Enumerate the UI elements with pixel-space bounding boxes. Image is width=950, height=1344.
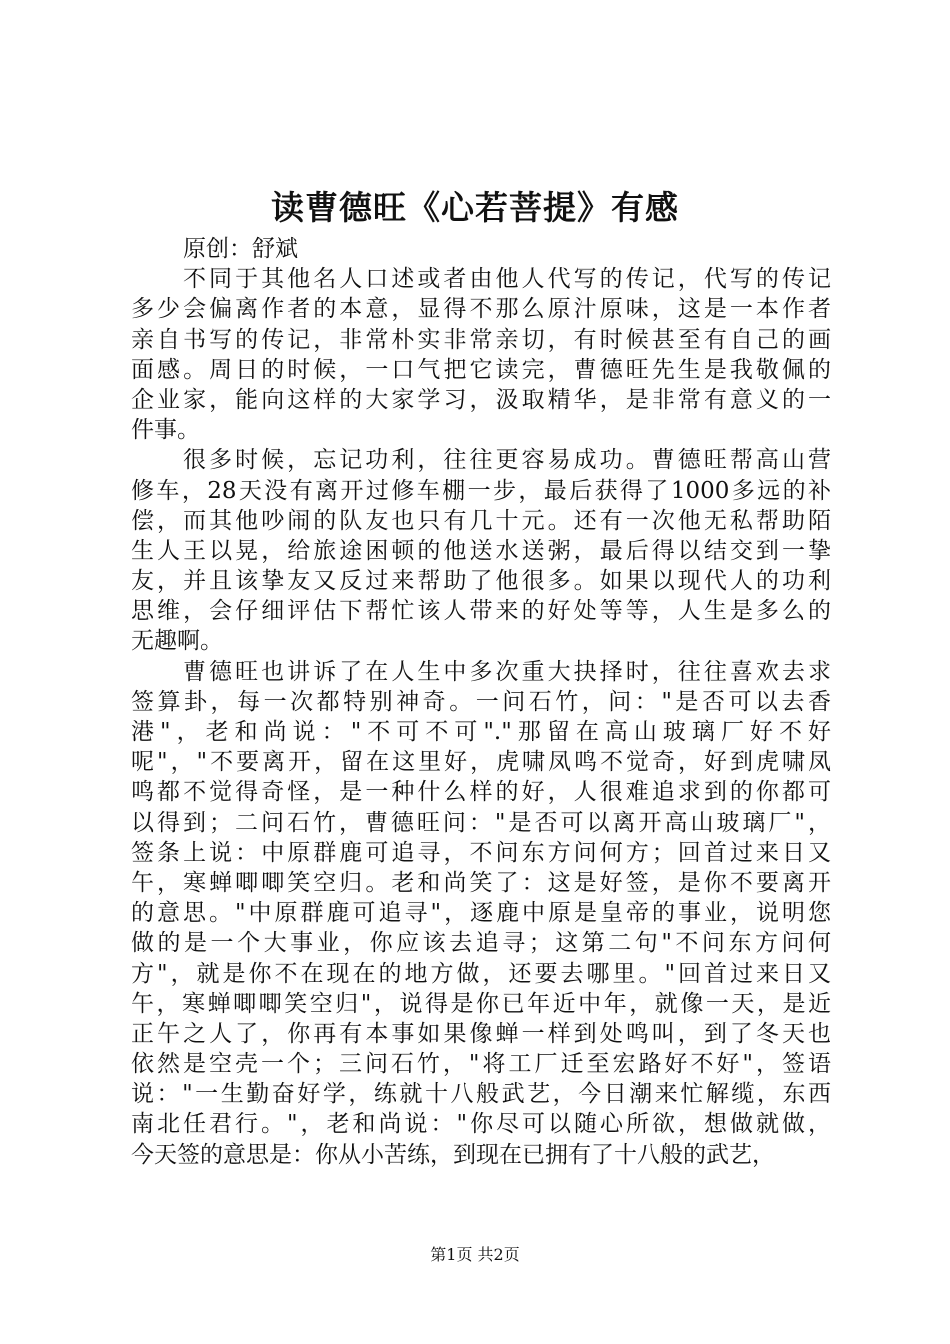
text-line: 说："一生勤奋好学，练就十八般武艺，今日潮来忙解缆，东西 xyxy=(131,1081,831,1108)
text-line: 签算卦，每一次都特别神奇。一问石竹，问："是否可以去香 xyxy=(131,688,831,715)
author-line: 原创：舒斌 xyxy=(183,236,298,262)
text-line: 无趣啊。 xyxy=(131,628,223,655)
text-line: 不同于其他名人口述或者由他人代写的传记，代写的传记 xyxy=(183,266,831,293)
text-line: 生人王以晃，给旅途困顿的他送水送粥，最后得以结交到一挚 xyxy=(131,537,831,564)
text-line: 今天签的意思是：你从小苦练，到现在已拥有了十八般的武艺， xyxy=(131,1141,775,1168)
text-line: 的意思。"中原群鹿可追寻"，逐鹿中原是皇帝的事业，说明您 xyxy=(131,900,831,927)
text-line: 面感。周日的时候，一口气把它读完，曹德旺先生是我敬佩的 xyxy=(131,356,831,383)
text-line: 方"，就是你不在现在的地方做，还要去哪里。"回首过来日又 xyxy=(131,960,831,987)
text-line: 鸣都不觉得奇怪，是一种什么样的好，人很难追求到的你都可 xyxy=(131,779,831,806)
text-line: 做的是一个大事业，你应该去追寻；这第二句"不问东方问何 xyxy=(131,930,831,957)
text-line: 思维，会仔细评估下帮忙该人带来的好处等等，人生是多么的 xyxy=(131,598,831,625)
text-line: 亲自书写的传记，非常朴实非常亲切，有时候甚至有自己的画 xyxy=(131,326,831,353)
document-title: 读曹德旺《心若菩提》有感 xyxy=(271,188,679,227)
text-line: 午，寒蝉唧唧笑空归。老和尚笑了：这是好签，是你不要离开 xyxy=(131,869,831,896)
text-line: 以得到；二问石竹，曹德旺问："是否可以离开高山玻璃厂"， xyxy=(131,809,831,836)
text-line: 南北任君行。"，老和尚说："你尽可以随心所欲，想做就做， xyxy=(131,1111,831,1138)
text-line: 偿，而其他吵闹的队友也只有几十元。还有一次他无私帮助陌 xyxy=(131,507,831,534)
text-line: 依然是空壳一个；三问石竹，"将工厂迁至宏路好不好"，签语 xyxy=(131,1051,831,1078)
text-line: 多少会偏离作者的本意，显得不那么原汁原味，这是一本作者 xyxy=(131,296,831,323)
page-number-footer: 第1页 共2页 xyxy=(430,1245,520,1264)
text-line: 很多时候，忘记功利，往往更容易成功。曹德旺帮高山营 xyxy=(183,447,831,474)
text-line: 修车，28天没有离开过修车棚一步，最后获得了1000多远的补 xyxy=(131,477,831,504)
text-line: 企业家，能向这样的大家学习，汲取精华，是非常有意义的一 xyxy=(131,386,831,413)
document-body xyxy=(131,234,831,1170)
text-line: 港"，老和尚说："不可不可"."那留在高山玻璃厂好不好 xyxy=(131,719,831,745)
text-line: 呢"，"不要离开，留在这里好，虎啸凤鸣不觉奇，好到虎啸凤 xyxy=(131,749,831,776)
text-line: 曹德旺也讲诉了在人生中多次重大抉择时，往往喜欢去求 xyxy=(183,658,831,685)
text-line: 件事。 xyxy=(131,417,200,444)
text-line: 友，并且该挚友又反过来帮助了他很多。如果以现代人的功利 xyxy=(131,568,831,595)
text-line: 签条上说：中原群鹿可追寻，不问东方问何方；回首过来日又 xyxy=(131,839,831,866)
text-line: 午，寒蝉唧唧笑空归"，说得是你已年近中年，就像一天，是近 xyxy=(131,990,831,1017)
text-line: 正午之人了，你再有本事如果像蝉一样到处鸣叫，到了冬天也 xyxy=(131,1020,831,1047)
